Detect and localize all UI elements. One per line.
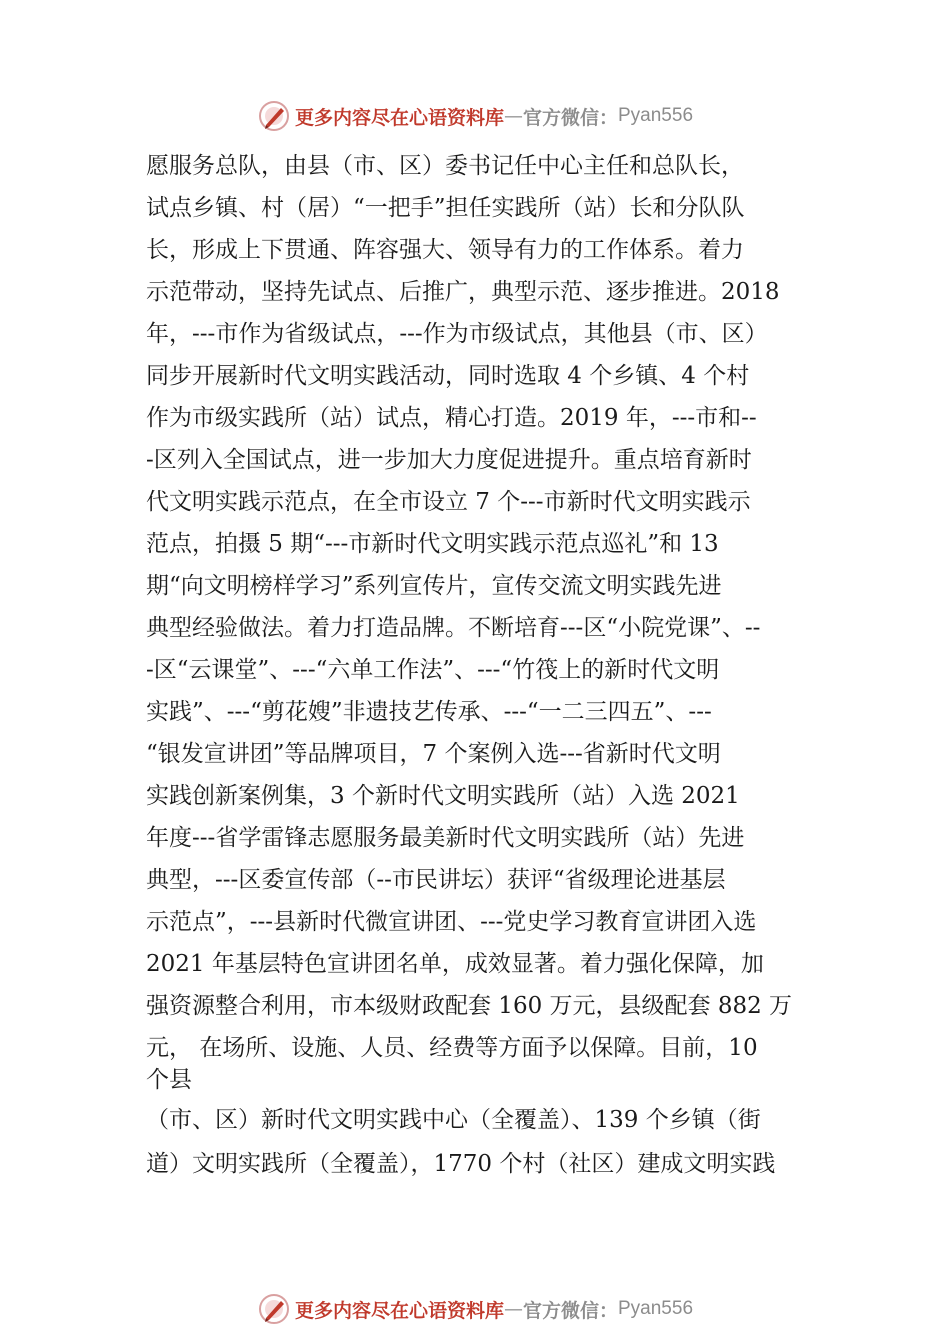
body-line: 长，形成上下贯通、阵容强大、领导有力的工作体系。着力 — [146, 237, 744, 263]
body-line: 个县 — [146, 1067, 192, 1093]
watermark-brand: 更多内容尽在心语资料库 — [294, 106, 504, 129]
body-line: 年，---市作为省级试点，---作为市级试点，其他县（市、区） — [146, 321, 768, 347]
body-line: “银发宣讲团”等品牌项目，7 个案例入选---省新时代文明 — [146, 741, 721, 767]
body-line: 同步开展新时代文明实践活动，同时选取 4 个乡镇、4 个村 — [146, 363, 750, 389]
watermark-official: 官方微信： — [522, 1299, 618, 1322]
watermark-official: 官方微信： — [522, 106, 618, 129]
body-line: 试点乡镇、村（居）“一把手”担任实践所（站）长和分队队 — [146, 195, 745, 221]
body-line: 愿服务总队，由县（市、区）委书记任中心主任和总队长， — [146, 153, 744, 179]
body-line: 实践”、---“剪花嫂”非遗技艺传承、---“一二三四五”、--- — [146, 699, 712, 725]
body-line: 典型经验做法。着力打造品牌。不断培育---区“小院党课”、-- — [146, 615, 761, 641]
pen-logo-icon — [257, 1292, 291, 1326]
body-line: 2021 年基层特色宣讲团名单，成效显著。着力强化保障，加 — [146, 951, 764, 977]
body-line: 元， 在场所、设施、人员、经费等方面予以保障。目前，10 — [146, 1035, 758, 1061]
body-line: 强资源整合利用，市本级财政配套 160 万元，县级配套 882 万 — [146, 993, 793, 1019]
body-line: 实践创新案例集，3 个新时代文明实践所（站）入选 2021 — [146, 783, 740, 809]
watermark-wechat-id: Pyan556 — [618, 1298, 694, 1319]
watermark-wechat-id: Pyan556 — [618, 105, 694, 126]
watermark-dash: — — [503, 1298, 523, 1320]
body-line: 示范带动，坚持先试点、后推广，典型示范、逐步推进。2018 — [146, 279, 780, 305]
body-line: -区“云课堂”、---“六单工作法”、---“竹筏上的新时代文明 — [146, 657, 720, 683]
body-line: 作为市级实践所（站）试点，精心打造。2019 年，---市和-- — [146, 405, 757, 431]
body-line: 代文明实践示范点，在全市设立 7 个---市新时代文明实践示 — [146, 489, 751, 515]
body-line: 典型，---区委宣传部（--市民讲坛）获评“省级理论进基层 — [146, 867, 726, 893]
body-line: 范点，拍摄 5 期“---市新时代文明实践示范点巡礼”和 13 — [146, 531, 719, 557]
body-line: （市、区）新时代文明实践中心（全覆盖）、139 个乡镇（街 — [146, 1107, 761, 1133]
body-line: 道）文明实践所（全覆盖），1770 个村（社区）建成文明实践 — [146, 1151, 776, 1177]
watermark-dash: — — [503, 105, 523, 127]
body-line: -区列入全国试点，进一步加大力度促进提升。重点培育新时 — [146, 447, 752, 473]
watermark-footer — [0, 1289, 950, 1329]
body-line: 示范点”，---县新时代微宣讲团、---党史学习教育宣讲团入选 — [146, 909, 757, 935]
watermark-brand: 更多内容尽在心语资料库 — [294, 1299, 504, 1322]
watermark-header — [0, 96, 950, 136]
pen-logo-icon — [257, 99, 291, 133]
body-line: 期“向文明榜样学习”系列宣传片，宣传交流文明实践先进 — [146, 573, 722, 599]
body-line: 年度---省学雷锋志愿服务最美新时代文明实践所（站）先进 — [146, 825, 745, 851]
